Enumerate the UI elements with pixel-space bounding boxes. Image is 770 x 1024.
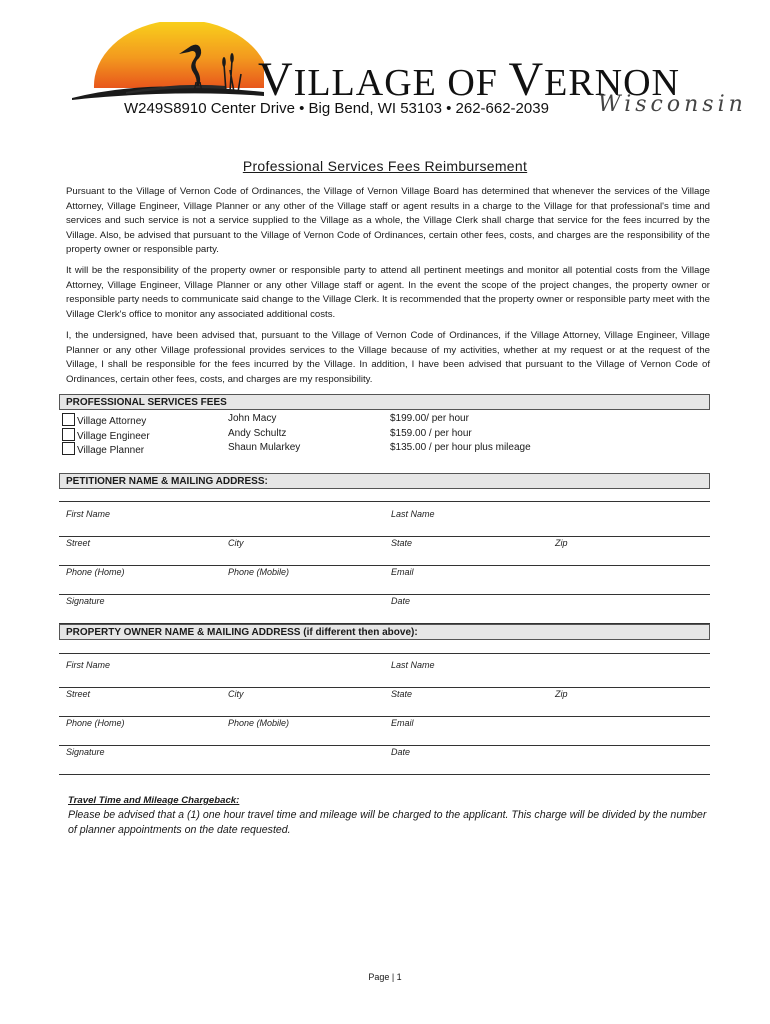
- paragraph-3: I, the undersigned, have been advised that, pursuant to the Village of Vernon Code of Ordinances, if the Village Attorney, Village Engineer, Village Planner or any other Village professional provides services to the Village because of my activities, whether at my request or at the request of the Village, I shall be responsible for the fees incurred by the Village. In addition, I have been advised that pursuant to the Village of Vernon Code of Ordinances, certain other fees, costs, and charges are my responsibility.: [66, 330, 710, 385]
- fees-section-heading: PROFESSIONAL SERVICES FEES: [59, 394, 710, 410]
- divider: [59, 653, 710, 654]
- owner-city-label: City: [228, 689, 244, 699]
- engineer-checkbox[interactable]: [62, 428, 75, 441]
- planner-checkbox[interactable]: [62, 442, 75, 455]
- village-logo-icon: [66, 22, 266, 104]
- petitioner-zip-label: Zip: [555, 538, 568, 548]
- owner-date-label: Date: [391, 747, 411, 757]
- owner-email-label: Email: [391, 718, 414, 728]
- petitioner-first-name-label: First Name: [66, 509, 111, 519]
- fee-rate: $135.00 / per hour plus mileage: [390, 442, 531, 453]
- petitioner-phone-home-label: Phone (Home): [66, 567, 125, 577]
- owner-last-name-label: Last Name: [391, 660, 435, 670]
- owner-address-field[interactable]: [59, 716, 710, 717]
- petitioner-section-heading: PETITIONER NAME & MAILING ADDRESS:: [59, 473, 710, 489]
- fee-role: Village Attorney: [77, 416, 147, 427]
- page-number: Page | 1: [368, 972, 402, 982]
- org-name: VILLAGE OF VERNON: [258, 53, 680, 106]
- petitioner-email-label: Email: [391, 567, 414, 577]
- fee-rate: $199.00/ per hour: [390, 413, 469, 424]
- fee-row-engineer: [62, 428, 150, 442]
- fee-person: Shaun Mularkey: [228, 442, 301, 453]
- paragraph-2: It will be the responsibility of the property owner or responsible party to attend all pertinent meetings and monitor all potential costs from the Village Attorney, Village Engineer, Village Planner or any other Village staff or agent. In the event the scope of the project changes, the property owner or responsible party needs to communicate said change to the Village Clerk. It is recommended that the property owner or responsible party meet with the Village Clerk's office to monitor any associated additional costs.: [66, 265, 710, 320]
- owner-first-name-label: First Name: [66, 660, 111, 670]
- owner-name-field[interactable]: [59, 687, 710, 688]
- petitioner-state-label: State: [391, 538, 413, 548]
- fee-rate: $159.00 / per hour: [390, 428, 472, 439]
- owner-state-label: State: [391, 689, 413, 699]
- document-title: Professional Services Fees Reimbursement: [242, 158, 528, 174]
- owner-signature-label: Signature: [66, 747, 105, 757]
- fee-row-attorney: [62, 413, 146, 427]
- paragraph-1: Pursuant to the Village of Vernon Code of Ordinances, the Village of Vernon Village Board has determined that whenever the services of the Village Attorney, Village Engineer, Village Planner or any other of the Village staff or agent results in a charge to the Village for that professional's time and services and such service is not a service supplied to the Village as a whole, the Village Clerk shall charge that service for the fees incurred by the Village. Also, be advised that pursuant to the Village of Vernon Code of Ordinances, certain other fees, costs, and charges are the responsibility of the property owner or responsible party.: [66, 186, 710, 255]
- divider: [59, 501, 710, 502]
- petitioner-city-label: City: [228, 538, 244, 548]
- owner-signature-field[interactable]: [59, 774, 710, 775]
- petitioner-name-field[interactable]: [59, 536, 710, 537]
- owner-zip-label: Zip: [555, 689, 568, 699]
- travel-body: Please be advised that a (1) one hour travel time and mileage will be charged to the applicant. This charge will be divided by the number of planner appointments on the date requested.: [68, 809, 707, 836]
- petitioner-street-label: Street: [66, 538, 91, 548]
- owner-contact-field[interactable]: [59, 745, 710, 746]
- owner-section-heading: PROPERTY OWNER NAME & MAILING ADDRESS (if different then above):: [59, 624, 710, 640]
- owner-phone-mobile-label: Phone (Mobile): [228, 718, 290, 728]
- travel-heading: Travel Time and Mileage Chargeback:: [68, 795, 240, 806]
- state-script: Wisconsin: [598, 92, 747, 117]
- fee-role: Village Planner: [77, 445, 145, 456]
- fee-row-planner: [62, 442, 144, 456]
- petitioner-contact-field[interactable]: [59, 594, 710, 595]
- petitioner-last-name-label: Last Name: [391, 509, 435, 519]
- owner-phone-home-label: Phone (Home): [66, 718, 125, 728]
- fee-role: Village Engineer: [77, 431, 150, 442]
- petitioner-address-field[interactable]: [59, 565, 710, 566]
- fee-person: Andy Schultz: [228, 428, 287, 439]
- org-address: W249S8910 Center Drive • Big Bend, WI 53103 • 262-662-2039: [124, 100, 549, 117]
- petitioner-signature-label: Signature: [66, 596, 105, 606]
- owner-street-label: Street: [66, 689, 91, 699]
- petitioner-date-label: Date: [391, 596, 411, 606]
- attorney-checkbox[interactable]: [62, 413, 75, 426]
- petitioner-phone-mobile-label: Phone (Mobile): [228, 567, 290, 577]
- fee-person: John Macy: [228, 413, 277, 424]
